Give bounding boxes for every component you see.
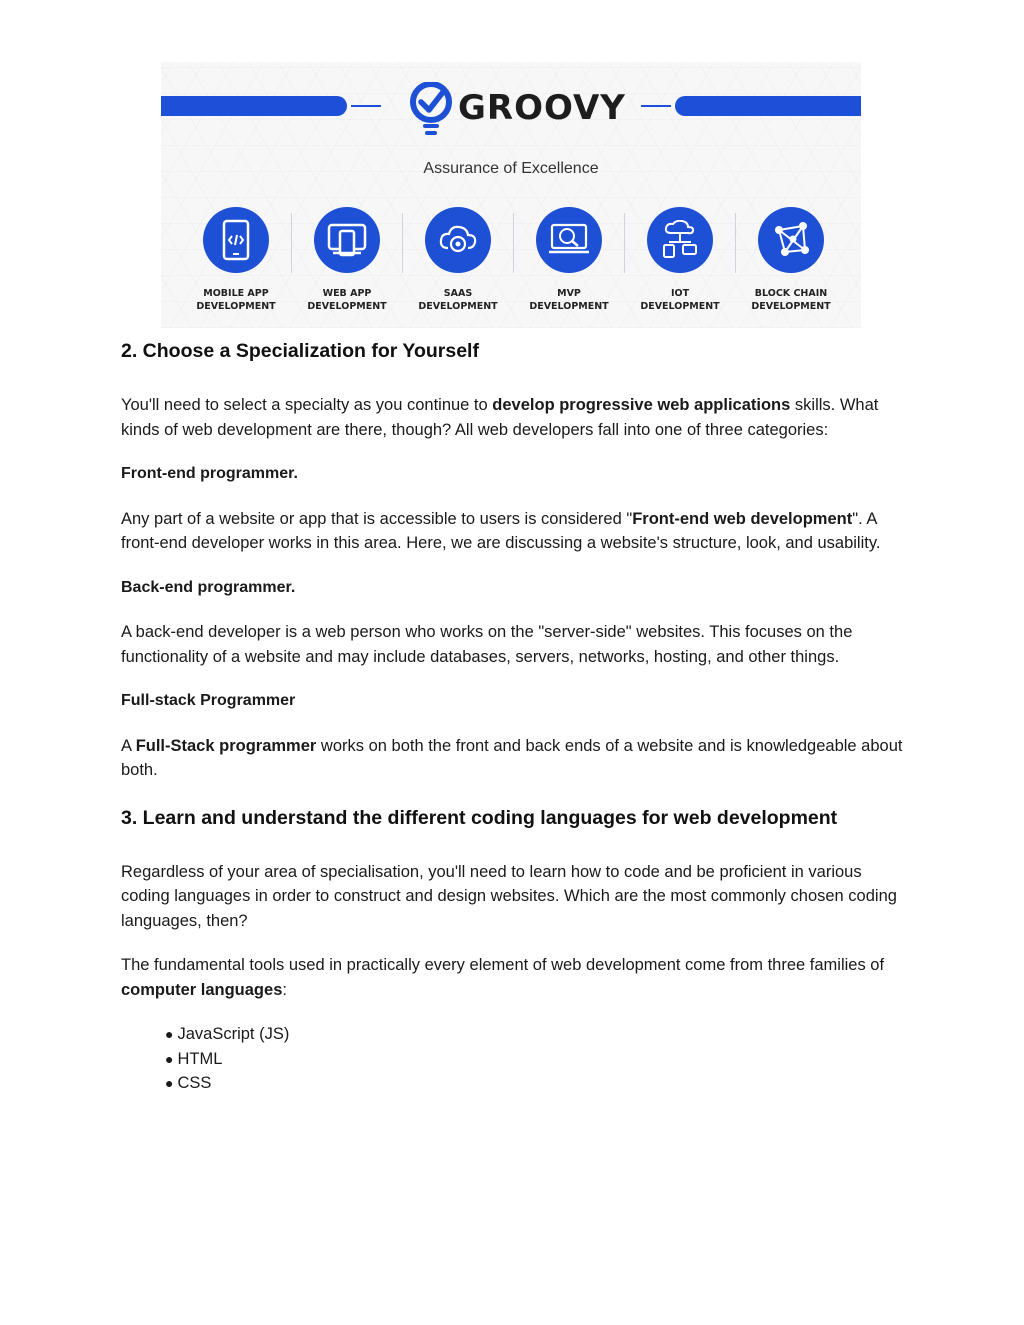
bold-phrase: Front-end web development (632, 509, 853, 528)
bold-phrase: computer languages (121, 980, 283, 999)
list-item: ● HTML (165, 1047, 911, 1072)
service-label: SAAS DEVELOPMENT (418, 288, 498, 312)
groovy-banner (161, 62, 861, 328)
languages-list (121, 1022, 911, 1096)
mobile-app-icon (221, 219, 251, 261)
service-label: BLOCK CHAIN DEVELOPMENT (751, 288, 831, 312)
section-3-heading: 3. Learn and understand the different coding languages for web development (121, 806, 838, 829)
backend-paragraph: A back-end developer is a web person who works on the "server-side" websites. This focuses on the functionality of a website and may include databases, servers, networks, hosting, and other things. (121, 623, 853, 666)
section-3-paragraph-2: The fundamental tools used in practically every element of web development come from three families of computer languages: (121, 956, 885, 999)
service-label: IOT DEVELOPMENT (640, 288, 720, 312)
list-item: ● CSS (165, 1071, 911, 1096)
brand-name: GROOVY (458, 88, 626, 128)
frontend-subhead: Front-end programmer. (121, 465, 298, 482)
service-mobile-app (181, 207, 291, 313)
service-label: WEB APP DEVELOPMENT (307, 288, 387, 312)
service-mvp (514, 207, 624, 313)
frontend-paragraph: Any part of a website or app that is accessible to users is considered "Front-end web development". A front-end developer works in this area. Here, we are discussing a website's structure, look, and usability. (121, 509, 881, 552)
fullstack-subhead: Full-stack Programmer (121, 692, 296, 709)
mvp-monitor-icon (548, 222, 590, 258)
banner-bar-right (675, 96, 861, 116)
backend-subhead: Back-end programmer. (121, 578, 296, 596)
list-item: ● JavaScript (JS) (165, 1022, 911, 1047)
web-app-icon (327, 222, 367, 258)
service-blockchain (736, 207, 846, 313)
blockchain-icon (771, 220, 811, 260)
banner-bar-left (161, 96, 347, 116)
bold-phrase: develop progressive web applications (492, 396, 791, 414)
service-saas (403, 207, 513, 313)
section-2-heading: 2. Choose a Specialization for Yourself (121, 340, 479, 362)
bold-phrase: Full-Stack programmer (135, 736, 317, 755)
saas-cloud-icon (438, 222, 478, 258)
banner-line-left (351, 105, 381, 107)
service-label: MOBILE APP DEVELOPMENT (196, 288, 276, 312)
article-body (121, 336, 911, 1096)
section-2-intro: You'll need to select a specialty as you continue to develop progressive web applications skills. What kinds of web development are there, though? All web developers fall into one of three categories: (121, 396, 879, 439)
section-3-paragraph-1: Regardless of your area of specialisation, you'll need to learn how to code and be proficient in various coding languages in order to construct and design websites. Which are the most commonly chosen coding languages, then? (121, 862, 897, 930)
service-label: MVP DEVELOPMENT (529, 288, 609, 312)
groovy-logo-icon (409, 82, 453, 138)
brand-tagline: Assurance of Excellence (423, 160, 599, 177)
banner-line-right (641, 105, 671, 107)
service-iot (625, 207, 735, 313)
iot-icon (661, 220, 699, 260)
services-row (181, 207, 849, 317)
fullstack-paragraph: A Full-Stack programmer works on both the front and back ends of a website and is knowledgeable about both. (121, 736, 903, 779)
service-web-app (292, 207, 402, 313)
